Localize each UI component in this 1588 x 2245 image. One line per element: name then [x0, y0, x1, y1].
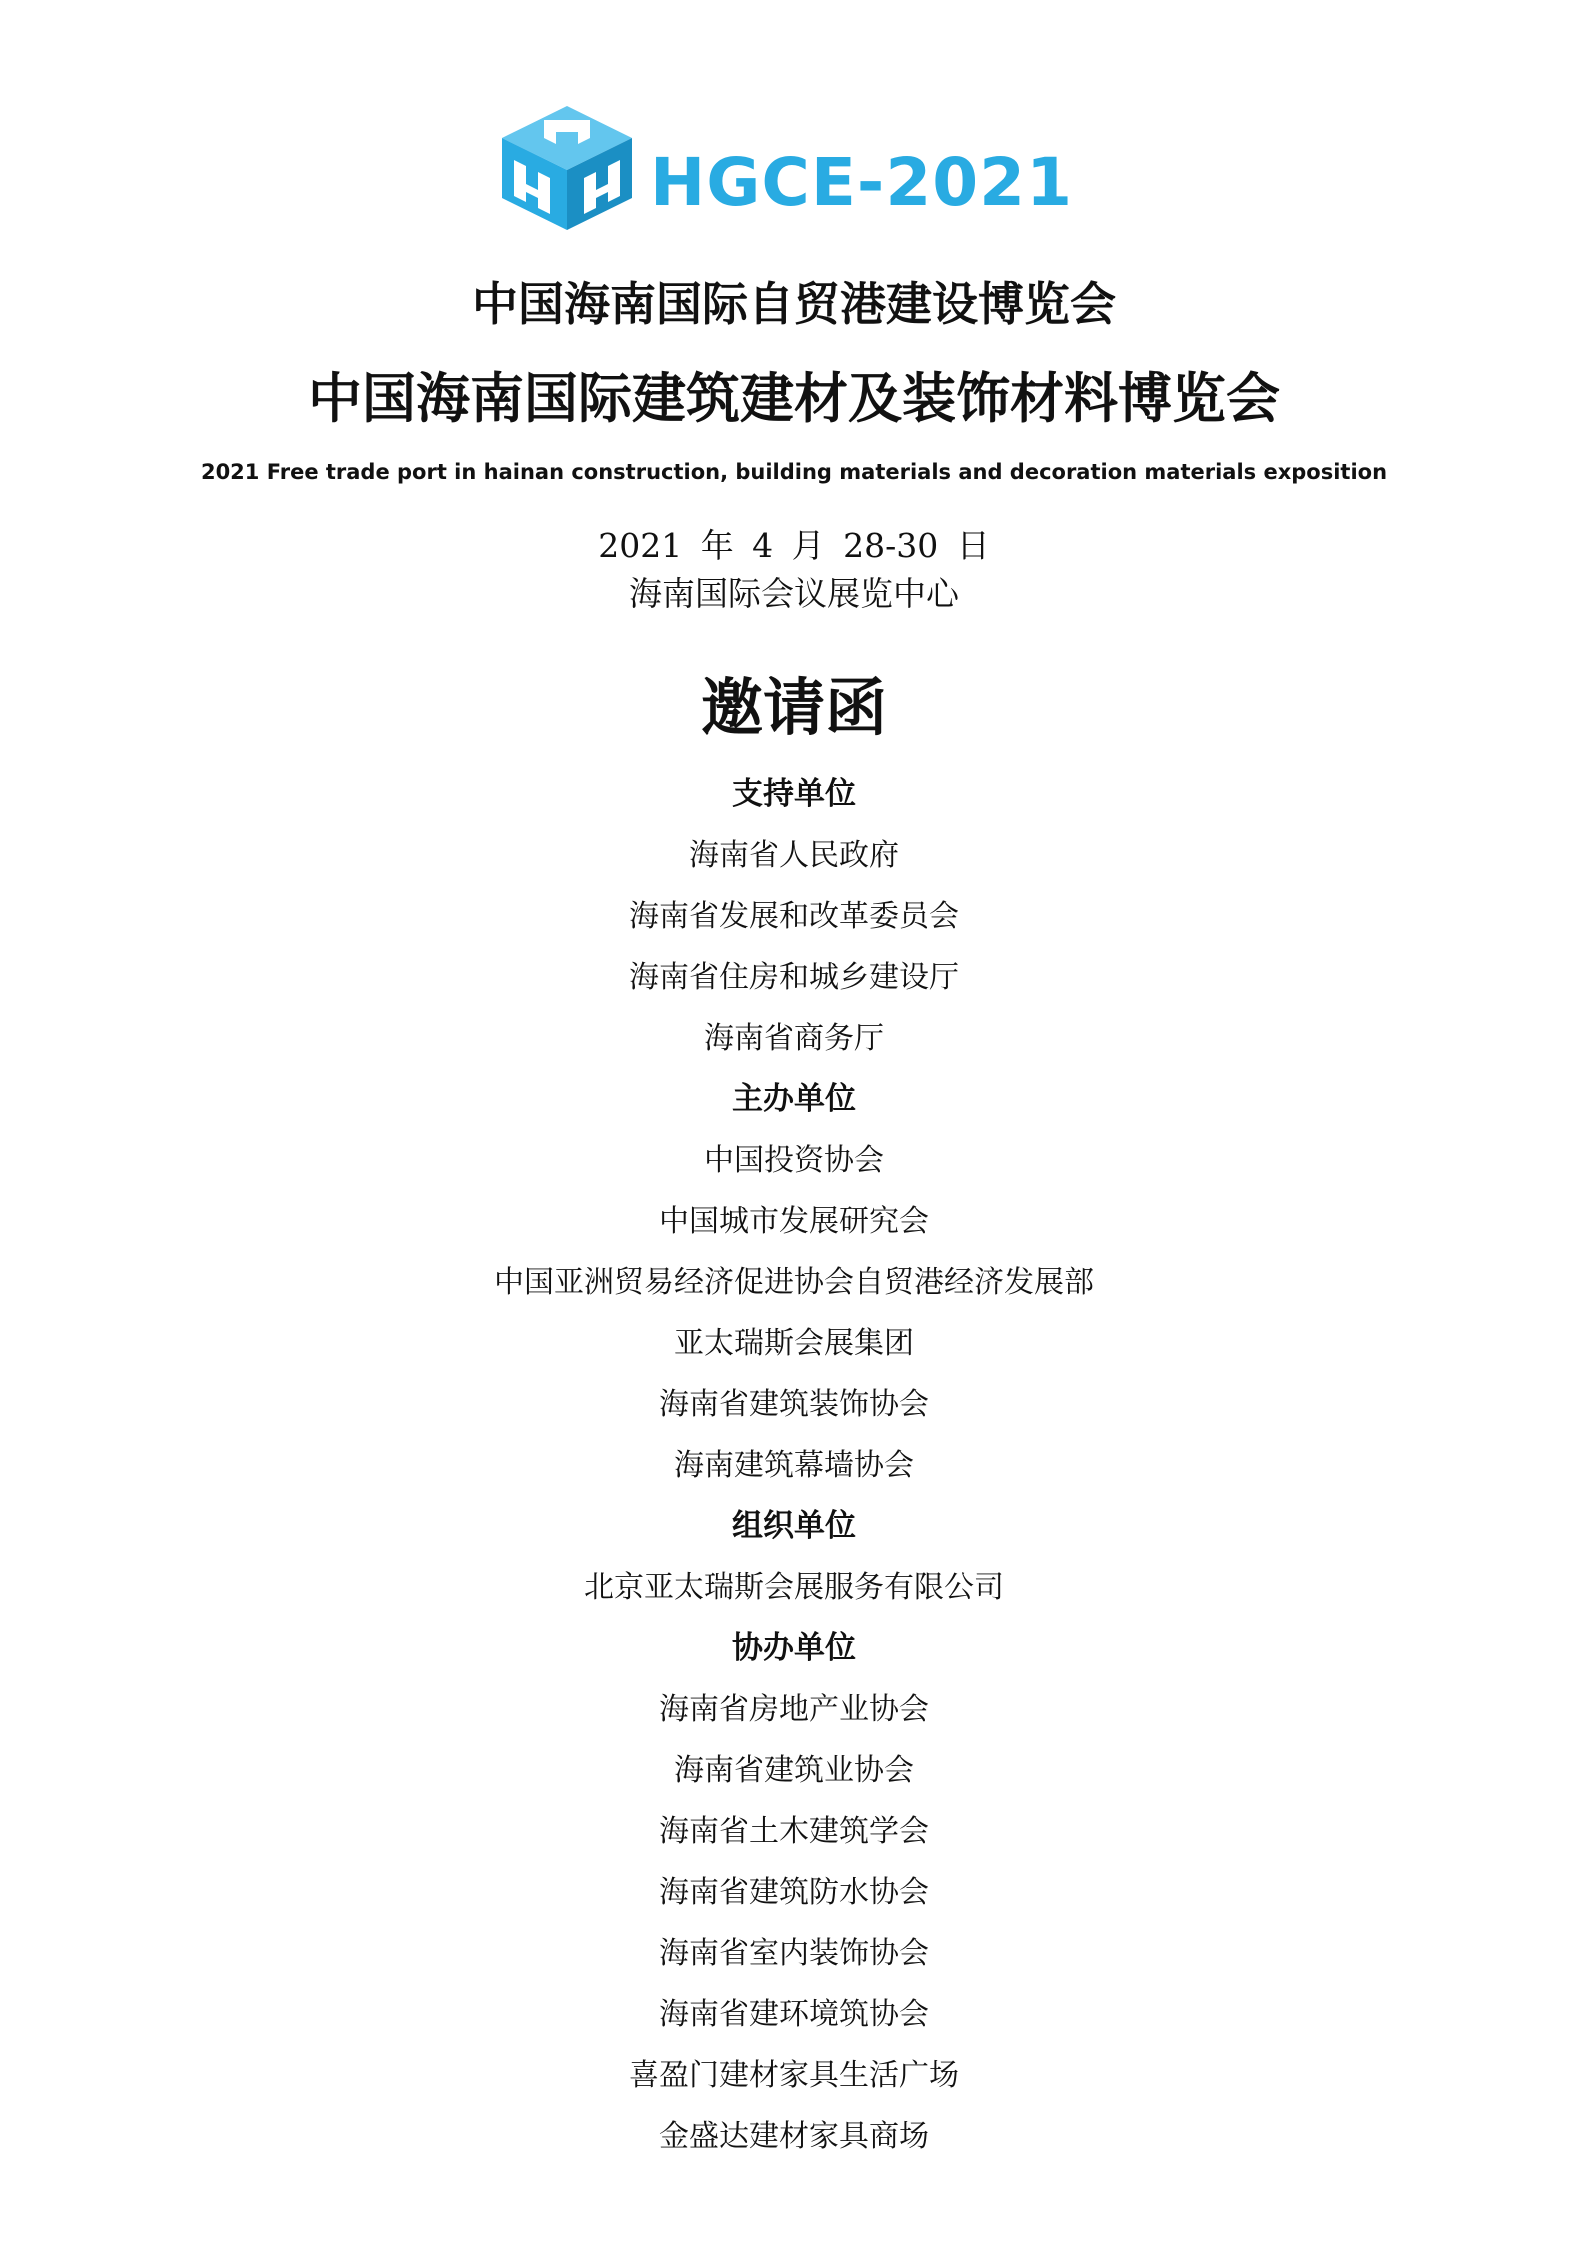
invitation-title: 邀请函 [700, 671, 887, 744]
hgce-cube-logo-icon [492, 104, 642, 232]
organization-item: 海南省建筑防水协会 [659, 1875, 929, 1910]
logo-text: HGCE-2021 [650, 144, 1074, 221]
section-heading-organizers: 组织单位 [732, 1508, 856, 1544]
organization-item: 海南省发展和改革委员会 [629, 899, 959, 934]
organization-item: 海南省住房和城乡建设厅 [629, 960, 959, 995]
expo-title: 中国海南国际自贸港建设博览会 [472, 277, 1116, 331]
organization-item: 海南省建环境筑协会 [659, 1997, 929, 2032]
section-heading-hosts: 主办单位 [732, 1081, 856, 1117]
organization-item: 亚太瑞斯会展集团 [674, 1326, 914, 1361]
section-heading-supporters: 支持单位 [732, 776, 856, 812]
organization-item: 北京亚太瑞斯会展服务有限公司 [584, 1570, 1004, 1605]
organization-item: 海南省建筑装饰协会 [659, 1387, 929, 1422]
expo-english-title: 2021 Free trade port in hainan construction, building materials and decoration materials exposition [200, 460, 1388, 484]
organization-item: 喜盈门建材家具生活广场 [629, 2058, 959, 2093]
organization-list [0, 764, 1588, 2167]
organization-item: 海南省人民政府 [689, 838, 899, 873]
organization-item: 海南省房地产业协会 [659, 1692, 929, 1727]
organization-item: 海南省土木建筑学会 [659, 1814, 929, 1849]
organization-item: 中国亚洲贸易经济促进协会自贸港经济发展部 [494, 1265, 1094, 1300]
organization-item: 海南建筑幕墙协会 [674, 1448, 914, 1483]
organization-item: 海南省室内装饰协会 [659, 1936, 929, 1971]
organization-item: 金盛达建材家具商场 [659, 2119, 929, 2154]
organization-item: 海南省建筑业协会 [674, 1753, 914, 1788]
event-date: 2021 年 4 月 28-30 日 [598, 526, 990, 565]
organization-item: 海南省商务厅 [704, 1021, 884, 1056]
logo [0, 104, 1588, 234]
organization-item: 中国城市发展研究会 [659, 1204, 929, 1239]
organization-item: 中国投资协会 [704, 1143, 884, 1178]
section-heading-co-organizers: 协办单位 [732, 1630, 856, 1666]
event-venue: 海南国际会议展览中心 [629, 574, 959, 613]
expo-subtitle: 中国海南国际建筑建材及装饰材料博览会 [308, 367, 1280, 430]
